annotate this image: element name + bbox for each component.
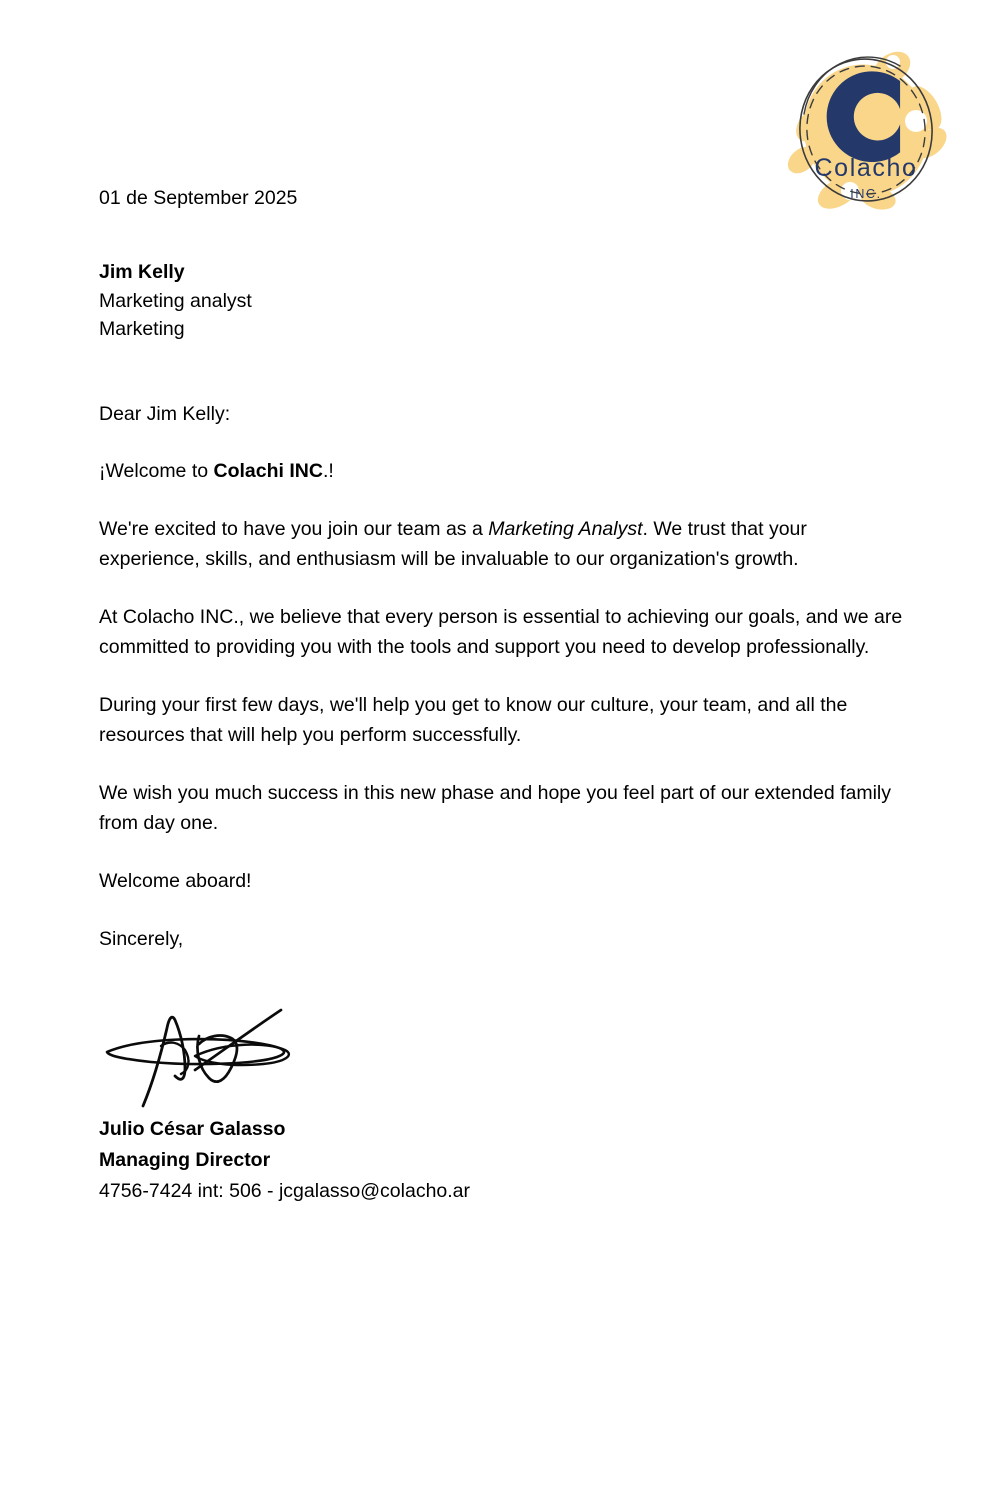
welcome-prefix: ¡Welcome to <box>99 459 214 482</box>
paragraph-2: At Colacho INC., we believe that every person is essential to achieving our goals, and we are committed to providing you with the tools and support you need to develop professionally. <box>99 605 903 658</box>
signer-contact: 4756-7424 int: 506 - jcgalasso@colacho.ar <box>99 1179 471 1202</box>
logo-suffix: INC. <box>850 187 882 201</box>
logo-wordmark: Colacho <box>814 154 918 182</box>
salutation: Dear Jim Kelly: <box>99 402 231 425</box>
paragraph-1-tail: . We trust that your experience, skills, and enthusiasm will be invaluable to our organization's growth. <box>99 517 807 570</box>
closing-valediction: Sincerely, <box>99 927 184 950</box>
recipient-name: Jim Kelly <box>99 261 185 283</box>
closing-exclaim: Welcome aboard! <box>99 869 252 892</box>
paragraph-3: During your first few days, we'll help you get to know our culture, your team, and all the resources that will help you perform successfully. <box>99 693 848 746</box>
recipient-role: Marketing analyst <box>99 289 252 312</box>
paragraph-1-lead: We're excited to have you join our team as a <box>99 517 489 540</box>
paragraph-4: We wish you much success in this new phase and hope you feel part of our extended family from day one. <box>99 781 891 834</box>
letter-date: 01 de September 2025 <box>99 187 298 209</box>
recipient-block <box>99 258 904 344</box>
recipient-department: Marketing <box>99 318 185 340</box>
welcome-company: Colachi INC <box>213 459 323 482</box>
welcome-line <box>99 456 904 486</box>
signer-name: Julio César Galasso <box>99 1117 286 1140</box>
paragraph-1 <box>99 514 904 574</box>
signature-image <box>99 990 314 1108</box>
signer-block <box>99 1114 904 1207</box>
paragraph-1-emphasis: Marketing Analyst <box>488 517 643 540</box>
signer-title: Managing Director <box>99 1148 271 1171</box>
welcome-suffix: .! <box>322 459 334 482</box>
letter-body <box>99 184 904 1207</box>
